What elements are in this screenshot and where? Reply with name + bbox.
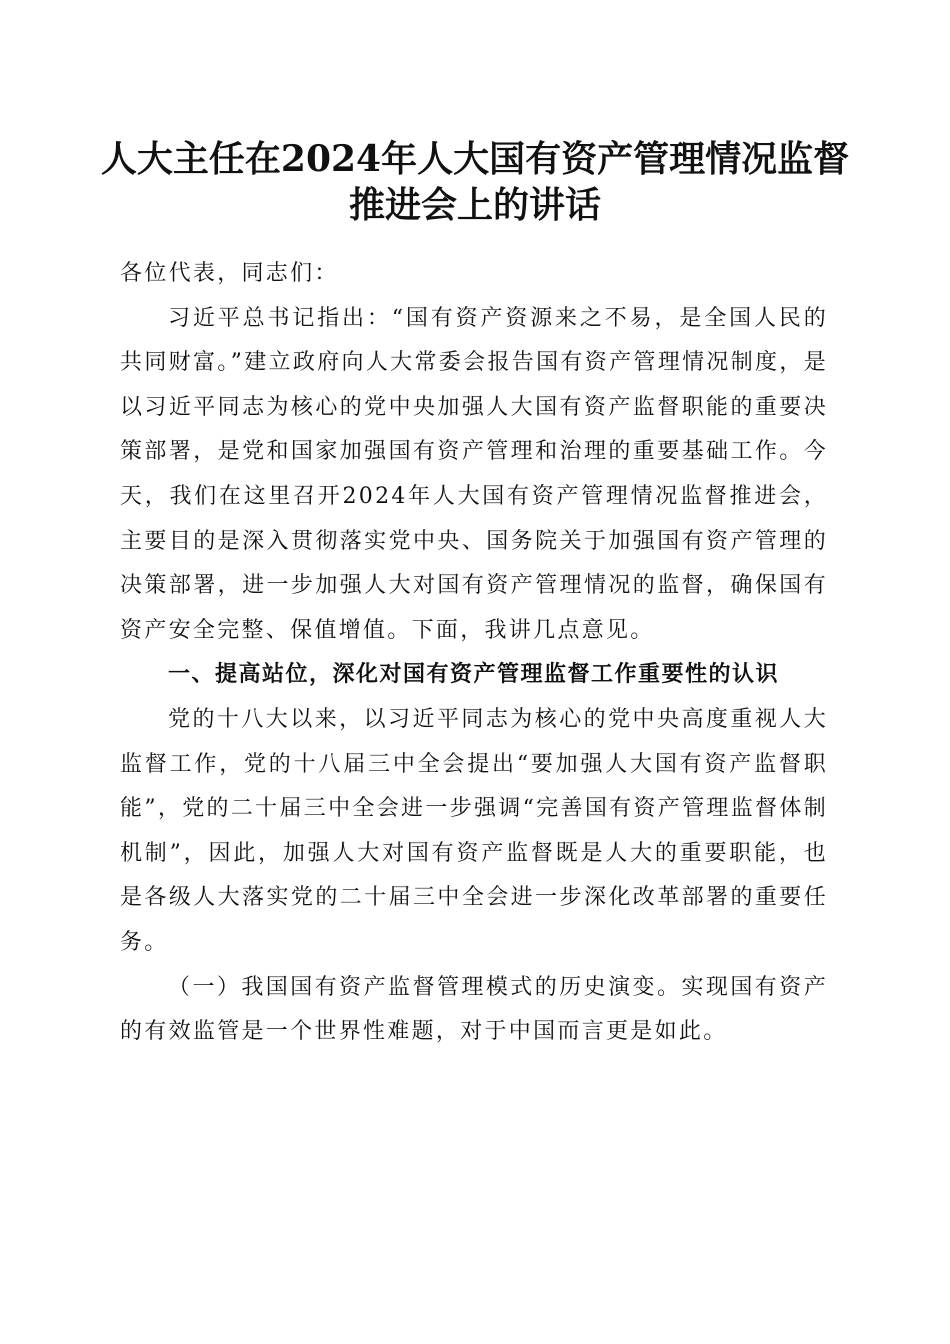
document-body — [120, 252, 828, 1055]
subsection-1-paragraph: （一）我国国有资产监督管理模式的历史演变。实现国有资产的有效监管是一个世界性难题，对于中国而言更是如此。 — [120, 974, 828, 1045]
document-title: 人大主任在2024年人大国有资产管理情况监督推进会上的讲话 — [100, 138, 850, 226]
section-1-heading: 一、提高站位，深化对国有资产管理监督工作重要性的认识 — [168, 662, 780, 688]
section-1-paragraph: 党的十八大以来，以习近平同志为核心的党中央高度重视人大监督工作，党的十八届三中全会提出“要加强人大国有资产监督职能”，党的二十届三中全会进一步强调“完善国有资产管理监督体制机制”，因此，加强人大对国有资产监督既是人大的重要职能，也是各级人大落实党的二十届三中全会进一步深化改革部署的重要任务。 — [120, 706, 828, 955]
intro-paragraph: 习近平总书记指出：“国有资产资源来之不易，是全国人民的共同财富。”建立政府向人大常委会报告国有资产管理情况制度，是以习近平同志为核心的党中央加强人大国有资产监督职能的重要决策部署，是党和国家加强国有资产管理和治理的重要基础工作。今天，我们在这里召开2024年人大国有资产管理情况监督推进会，主要目的是深入贯彻落实党中央、国务院关于加强国有资产管理的决策部署，进一步加强人大对国有资产管理情况的监督，确保国有资产安全完整、保值增值。下面，我讲几点意见。 — [120, 305, 828, 643]
salutation: 各位代表，同志们： — [120, 261, 339, 286]
